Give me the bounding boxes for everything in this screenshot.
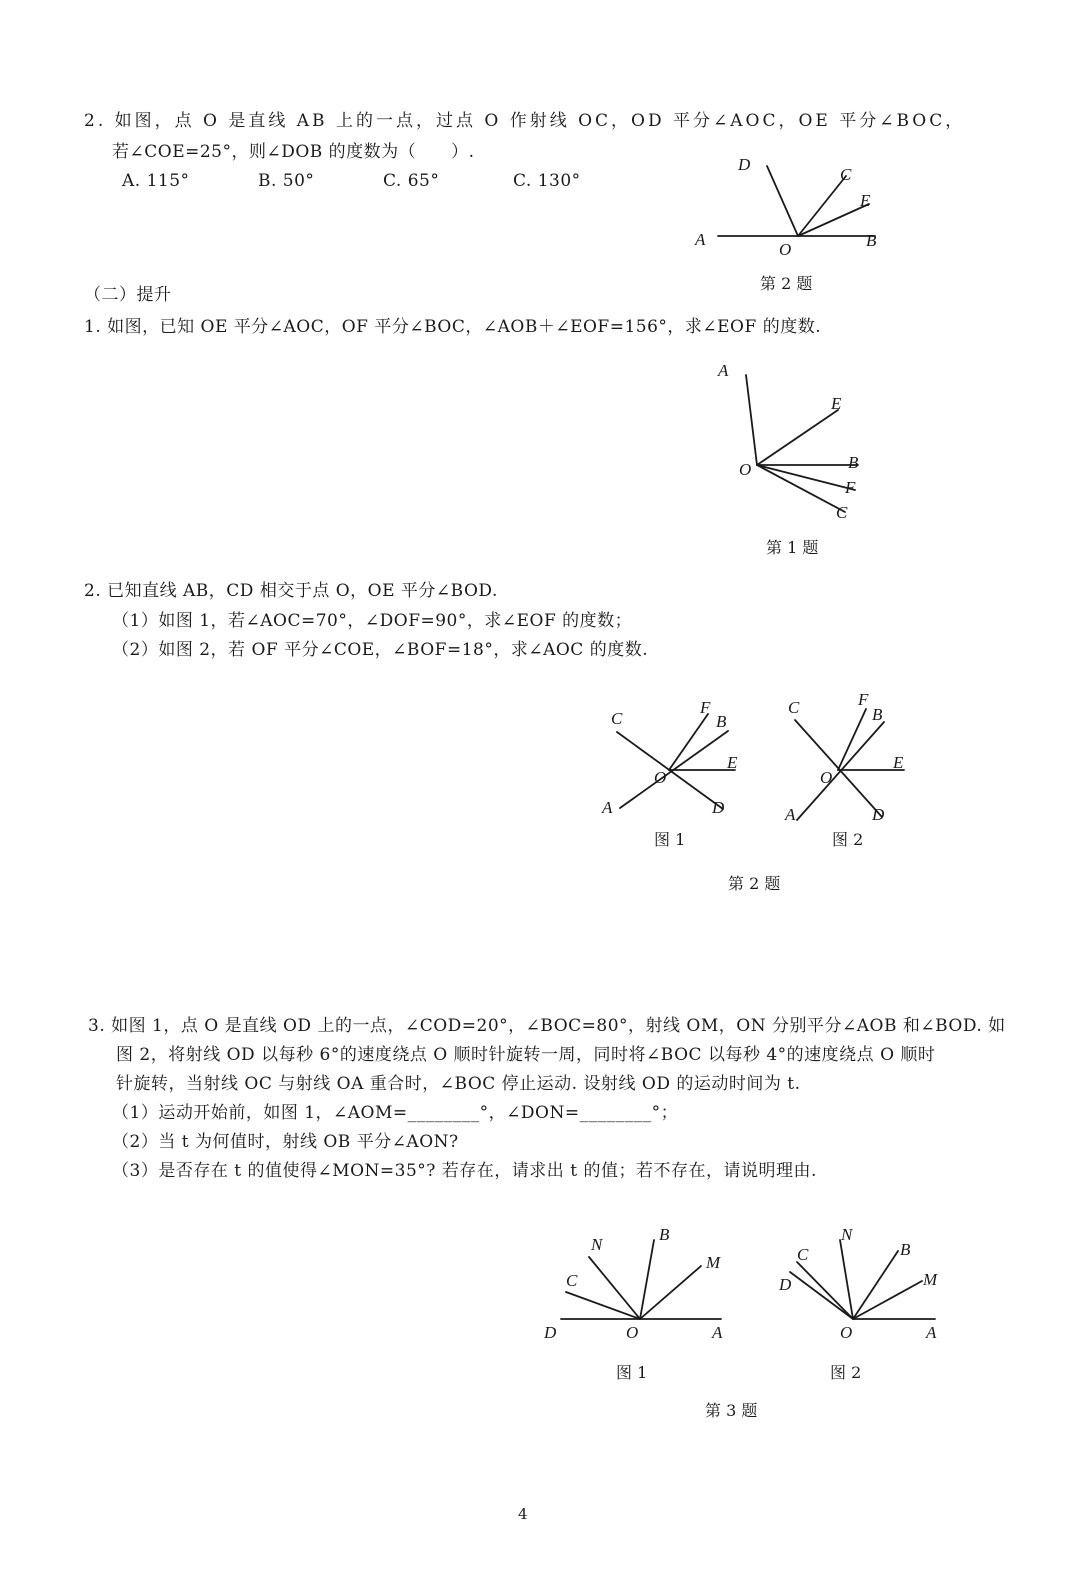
p2-stem: 2. 已知直线 AB，CD 相交于点 O，OE 平分∠BOD. [84, 581, 498, 601]
p3-line3: 针旋转，当射线 OC 与射线 OA 重合时，∠BOC 停止运动. 设射线 OD 的运动时间为 t. [116, 1074, 801, 1094]
p3-sub3: （3）是否存在 t 的值使得∠MON=35°? 若存在，请求出 t 的值；若不存在，请说明理由. [112, 1161, 817, 1181]
label-c: C [566, 1271, 578, 1290]
p2-fig2-caption: 图 2 [832, 830, 864, 849]
label-o: O [654, 768, 667, 787]
label-d: D [779, 1275, 792, 1294]
label-e: E [860, 191, 871, 210]
p2-sub2: （2）如图 2，若 OF 平分∠COE，∠BOF=18°，求∠AOC 的度数. [112, 640, 649, 660]
q2-choice-figure-caption: 第 2 题 [760, 274, 813, 293]
label-a: A [712, 1323, 723, 1342]
label-b: B [872, 705, 883, 724]
label-o: O [739, 460, 752, 479]
p3-sub2: （2）当 t 为何值时，射线 OB 平分∠AON? [112, 1132, 459, 1152]
label-c: C [836, 503, 848, 522]
label-b: B [848, 453, 859, 472]
p2-sub1: （1）如图 1，若∠AOC=70°，∠DOF=90°，求∠EOF 的度数； [112, 611, 633, 631]
label-b: B [659, 1225, 670, 1244]
p2-fig1-caption: 图 1 [654, 830, 686, 849]
label-b: B [716, 712, 727, 731]
p3-figure-caption: 第 3 题 [705, 1401, 758, 1420]
label-n: N [841, 1225, 853, 1244]
p1-figure-caption: 第 1 题 [766, 538, 819, 557]
label-a: A [718, 361, 729, 380]
label-e: E [831, 394, 842, 413]
p1-text: 1. 如图，已知 OE 平分∠AOC，OF 平分∠BOC，∠AOB＋∠EOF=156°，求∠EOF 的度数. [84, 317, 822, 337]
p3-fig1-caption: 图 1 [616, 1363, 648, 1382]
label-f: F [845, 478, 856, 497]
label-c: C [840, 165, 852, 184]
label-a: A [695, 230, 706, 249]
label-e: E [727, 753, 738, 772]
p3-line2: 图 2，将射线 OD 以每秒 6°的速度绕点 O 顺时针旋转一周，同时将∠BOC 以每秒 4°的速度绕点 O 顺时 [116, 1045, 936, 1065]
label-b: B [900, 1240, 911, 1259]
label-d: D [544, 1323, 557, 1342]
option-a: A. 115° [122, 171, 190, 191]
option-d: C. 130° [513, 171, 581, 191]
label-n: N [591, 1235, 603, 1254]
label-e: E [893, 753, 904, 772]
label-m: M [706, 1253, 721, 1272]
label-o: O [820, 768, 833, 787]
label-d: D [738, 155, 751, 174]
p3-line1: 3. 如图 1，点 O 是直线 OD 上的一点，∠COD=20°，∠BOC=80°，射线 OM，ON 分别平分∠AOB 和∠BOD. 如 [88, 1016, 1006, 1036]
page-number: 4 [518, 1505, 528, 1523]
label-f: F [700, 698, 711, 717]
label-c: C [797, 1245, 809, 1264]
option-c: C. 65° [383, 171, 440, 191]
label-a: A [926, 1323, 937, 1342]
label-c: C [788, 698, 800, 717]
q2-choice-line1: 2. 如图，点 O 是直线 AB 上的一点，过点 O 作射线 OC，OD 平分∠AOC，OE 平分∠BOC， [84, 111, 966, 131]
option-b: B. 50° [258, 171, 315, 191]
label-a: A [785, 805, 796, 824]
label-d: D [872, 805, 885, 824]
p2-figure-caption: 第 2 题 [728, 874, 781, 893]
label-d: D [712, 798, 725, 817]
section-heading: （二）提升 [84, 285, 172, 305]
label-o: O [626, 1323, 639, 1342]
p3-sub1: （1）运动开始前，如图 1，∠AOM=________°，∠DON=________°； [112, 1103, 679, 1123]
label-o: O [840, 1323, 853, 1342]
p3-fig2-caption: 图 2 [830, 1363, 862, 1382]
label-o: O [779, 240, 792, 259]
label-a: A [602, 798, 613, 817]
label-f: F [858, 690, 869, 709]
label-c: C [611, 709, 623, 728]
q2-choice-line2: 若∠COE=25°，则∠DOB 的度数为（ ）. [112, 142, 475, 162]
label-b: B [866, 231, 877, 250]
label-m: M [923, 1270, 938, 1289]
